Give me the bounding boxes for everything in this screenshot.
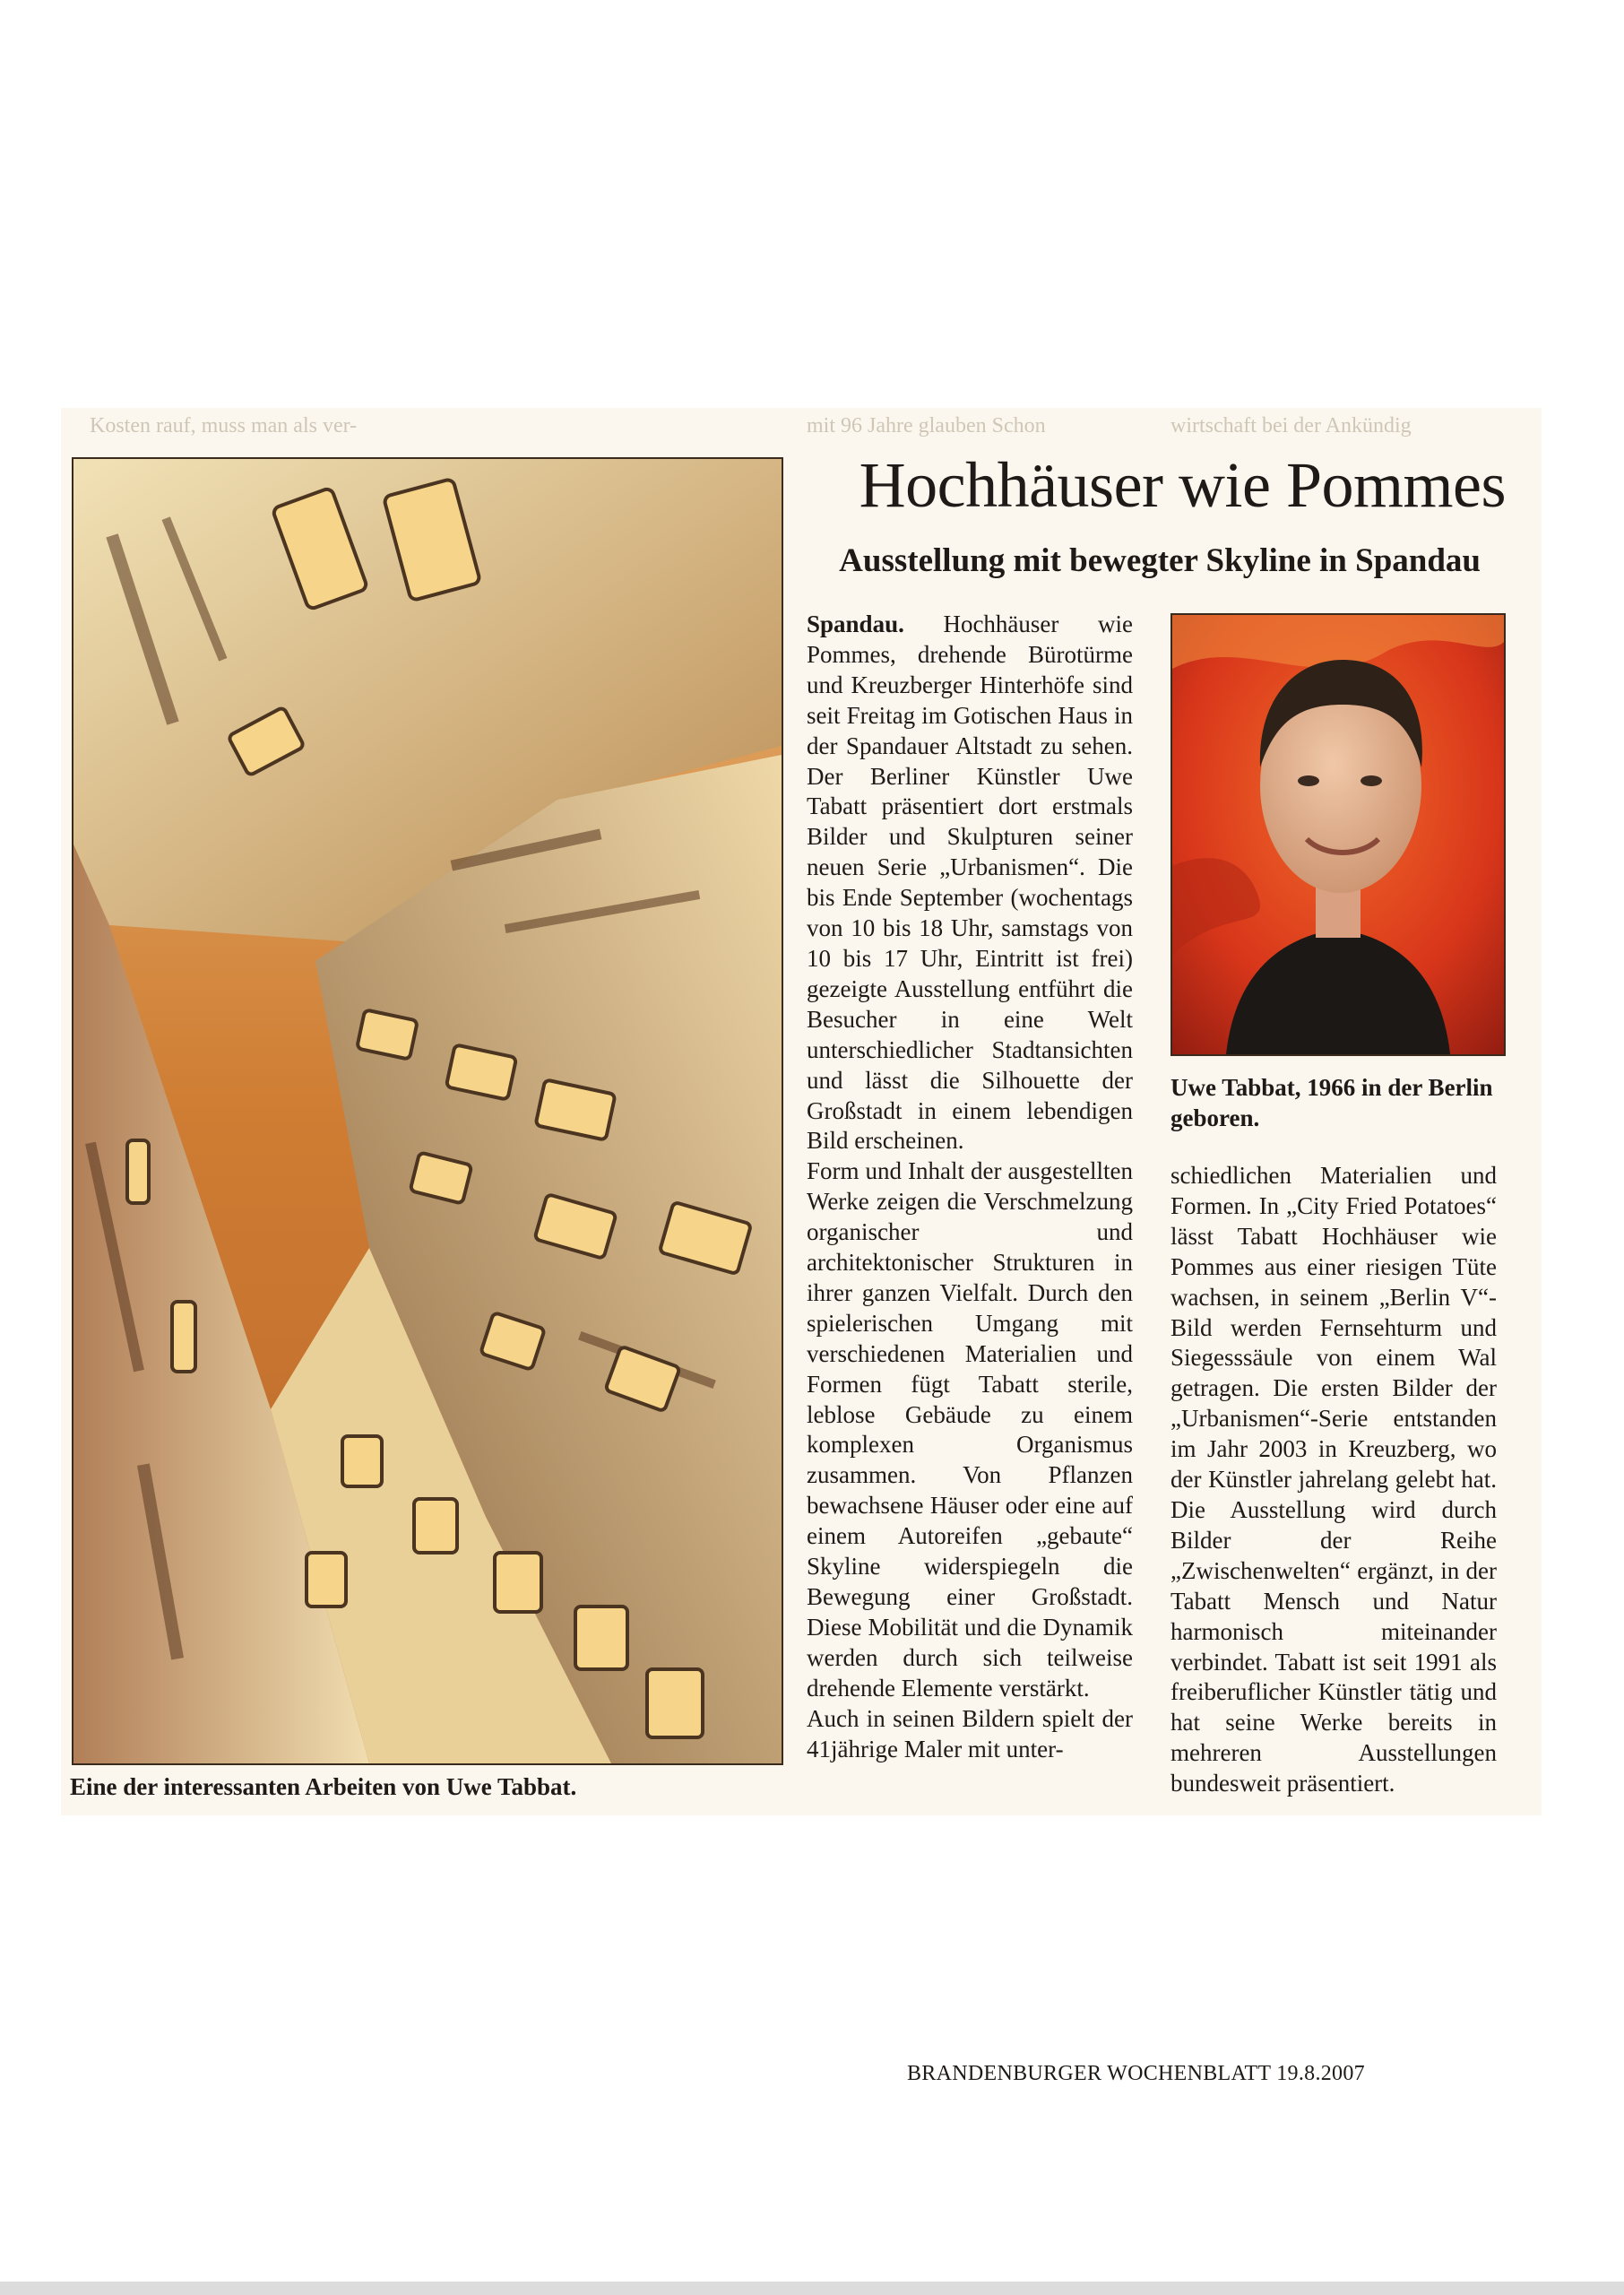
dateline: Spandau.	[807, 611, 904, 637]
paragraph-4: schiedlichen Materialien und Formen. In „City Fried Potatoes“ lässt Tabatt Hochhäuser wie Pommes aus einer riesigen Tüte wachsen, in seinem „Berlin V“-Bild werden Fernsehturm und Siegesssäule von einem Wal getragen. Die ersten Bilder der „Urbanismen“-Serie entstanden im Jahr 2003 in Kreuzberg, wo der Künstler jahrelang gelebt hat. Die Ausstellung wird durch Bilder der Reihe „Zwischenwelten“ ergänzt, in der Tabatt Mensch und Natur harmonisch miteinander verbindet. Tabatt ist seit 1991 als freiberuflicher Künstler tätig und hat seine Werke bereits in mehreren Ausstellungen bundesweit präsentiert.	[1170, 1162, 1497, 1797]
paragraph-1: Hochhäuser wie Pommes, drehende Bürotürme und Kreuzberger Hinterhöfe sind seit Freitag im Gotischen Haus in der Spandauer Altstadt zu sehen. Der Berliner Künstler Uwe Tabatt präsentiert dort erstmals Bilder und Skulpturen seiner neuen Serie „Urbanismen“. Die bis Ende September (wochentags von 10 bis 18 Uhr, samstags von 10 bis 17 Uhr, Eintritt ist frei) gezeigte Ausstellung entführt die Besucher in eine Welt unterschiedlicher Stadtansichten und lässt die Silhouette der Großstadt in einem lebendigen Bild erscheinen.	[807, 611, 1133, 1155]
paragraph-3: Auch in seinen Bildern spielt der 41jährige Maler mit unter-	[807, 1704, 1133, 1762]
artwork-image	[72, 457, 783, 1765]
artwork-painting	[73, 459, 782, 1763]
publication-source: BRANDENBURGER WOCHENBLATT 19.8.2007	[907, 2062, 1365, 2085]
paragraph-2: Form und Inhalt der ausgestellten Werke zeigen die Verschmelzung organischer und architektonischer Strukturen in ihrer ganzen Vielfalt. Durch den spielerischen Umgang mit verschiedenen Materialien und Formen fügt Tabatt sterile, leblose Gebäude zu einem komplexen Organismus zusammen. Von Pflanzen bewachsene Häuser oder eine auf einem Autoreifen „gebaute“ Skyline widerspiegeln die Bewegung einer Großstadt. Diese Mobilität und die Dynamik werden durch sich teilweise drehende Elemente verstärkt.	[807, 1157, 1133, 1702]
headline: Hochhäuser wie Pommes	[859, 449, 1506, 521]
subheadline: Ausstellung mit bewegter Skyline in Spandau	[839, 542, 1481, 579]
bleed-through-text: wirtschaft bei der Ankündig	[1170, 414, 1412, 437]
bleed-through-text: mit 96 Jahre glauben Schon	[807, 414, 1046, 437]
scan-edge	[0, 2282, 1624, 2295]
artwork-caption: Eine der interessanten Arbeiten von Uwe Tabbat.	[70, 1773, 577, 1800]
portrait-photo	[1170, 613, 1506, 1056]
portrait-caption: Uwe Tabbat, 1966 in der Berlin geboren.	[1170, 1074, 1493, 1131]
article-column-2	[1170, 1161, 1497, 1799]
bleed-through-text: Kosten rauf, muss man als ver-	[90, 414, 358, 437]
portrait-image	[1172, 615, 1504, 1054]
article-column-1	[807, 610, 1133, 1807]
